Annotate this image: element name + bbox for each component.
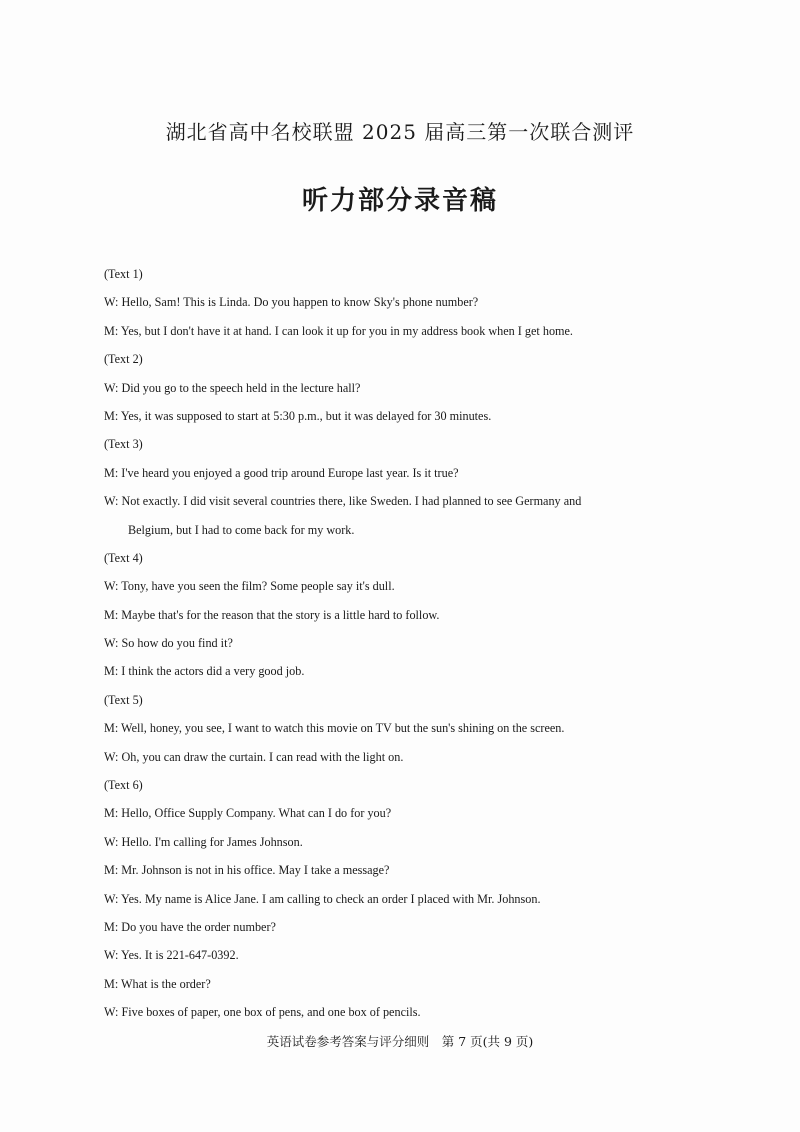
transcript-line: W: Hello, Sam! This is Linda. Do you happen to know Sky's phone number? — [104, 295, 479, 310]
transcript-line: M: Do you have the order number? — [104, 919, 276, 934]
transcript-line: M: I've heard you enjoyed a good trip around Europe last year. Is it true? — [104, 465, 459, 480]
transcript-line-continuation: Belgium, but I had to come back for my work. — [128, 522, 355, 537]
transcript-line: (Text 2) — [104, 352, 143, 367]
transcript-line: M: Yes, it was supposed to start at 5:30 p.m., but it was delayed for 30 minutes. — [104, 408, 492, 423]
transcript-line: M: What is the order? — [104, 976, 211, 991]
transcript-line: M: Yes, but I don't have it at hand. I can look it up for you in my address book when I get home. — [104, 323, 573, 338]
transcript-line: (Text 3) — [104, 437, 143, 452]
transcript-line: W: Yes. My name is Alice Jane. I am calling to check an order I placed with Mr. Johnson. — [104, 891, 541, 906]
transcript-line: W: Hello. I'm calling for James Johnson. — [104, 834, 303, 849]
transcript-line: M: Mr. Johnson is not in his office. May I take a message? — [104, 863, 390, 878]
transcript-body — [104, 264, 704, 1031]
transcript-line: W: Oh, you can draw the curtain. I can read with the light on. — [104, 749, 404, 764]
transcript-line: W: Did you go to the speech held in the lecture hall? — [104, 380, 361, 395]
document-title: 听力部分录音稿 — [301, 186, 498, 216]
transcript-line: W: Not exactly. I did visit several countries there, like Sweden. I had planned to see Germany and — [104, 494, 582, 509]
transcript-line: M: Maybe that's for the reason that the story is a little hard to follow. — [104, 607, 440, 622]
transcript-line: (Text 5) — [104, 692, 143, 707]
exam-title: 湖北省高中名校联盟 2025 届高三第一次联合测评 — [165, 120, 635, 144]
transcript-line: W: Tony, have you seen the film? Some people say it's dull. — [104, 579, 395, 594]
transcript-line: W: Five boxes of paper, one box of pens, and one box of pencils. — [104, 1005, 421, 1020]
transcript-line: W: So how do you find it? — [104, 636, 233, 651]
transcript-line: (Text 4) — [104, 550, 143, 565]
transcript-line: M: Hello, Office Supply Company. What can I do for you? — [104, 806, 392, 821]
transcript-line: W: Yes. It is 221-647-0392. — [104, 948, 239, 963]
transcript-line: M: I think the actors did a very good job. — [104, 664, 305, 679]
transcript-line: (Text 6) — [104, 778, 143, 793]
page-footer: 英语试卷参考答案与评分细则 第 7 页(共 9 页) — [266, 1034, 534, 1049]
transcript-line: M: Well, honey, you see, I want to watch this movie on TV but the sun's shining on the screen. — [104, 721, 565, 736]
transcript-line: (Text 1) — [104, 267, 143, 281]
